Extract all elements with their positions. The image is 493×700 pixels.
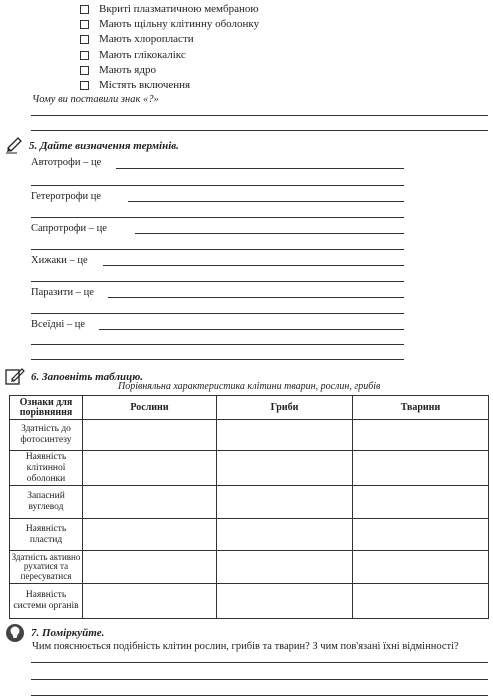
table-cell[interactable] [83, 551, 217, 584]
table-cell[interactable] [217, 584, 353, 619]
answer-line[interactable] [135, 233, 404, 234]
comparison-table [9, 395, 489, 619]
answer-line[interactable] [99, 329, 404, 330]
table-cell[interactable] [217, 420, 353, 451]
answer-line[interactable] [31, 662, 488, 663]
table-cell[interactable] [217, 551, 353, 584]
answer-line[interactable] [108, 297, 404, 298]
table-cell[interactable] [217, 519, 353, 551]
answer-line[interactable] [31, 313, 404, 314]
table-cell[interactable] [353, 584, 489, 619]
checklist-item[interactable]: Мають щільну клітинну оболонку [80, 17, 259, 32]
column-header: Гриби [217, 396, 353, 420]
answer-line[interactable] [31, 115, 488, 116]
term-label: Паразити – це [31, 287, 94, 298]
table-cell[interactable] [353, 420, 489, 451]
answer-line[interactable] [31, 344, 404, 345]
table-row [10, 584, 489, 619]
table-cell[interactable] [83, 519, 217, 551]
answer-line[interactable] [116, 168, 404, 169]
row-label: Запасний вуглевод [10, 486, 83, 519]
table-row [10, 420, 489, 451]
answer-line[interactable] [31, 249, 404, 250]
checkbox-icon[interactable] [80, 20, 89, 29]
table-cell[interactable] [353, 519, 489, 551]
term-label: Сапротрофи – це [31, 223, 107, 234]
reflection-question: Чим пояснюється подібність клітин рослин, грибів та тварин? З чим пов'язані їхні відмінності? [32, 641, 459, 652]
answer-line[interactable] [31, 679, 488, 680]
section-5-heading: 5. Дайте визначення термінів. [29, 140, 179, 152]
answer-line[interactable] [31, 130, 488, 131]
checklist-item[interactable]: Мають глікокалікс [80, 48, 259, 63]
table-cell[interactable] [217, 486, 353, 519]
term-label: Гетеротрофи це [31, 191, 102, 202]
thinking-head-icon [4, 622, 26, 644]
row-label: Наявність системи органів [10, 584, 83, 619]
term-label: Хижаки – це [31, 255, 88, 266]
checklist-item[interactable]: Мають хлоропласти [80, 32, 259, 47]
notebook-pen-icon [4, 366, 26, 386]
table-cell[interactable] [83, 420, 217, 451]
column-header: Ознаки для порівняння [10, 396, 83, 420]
answer-line[interactable] [31, 359, 404, 360]
term-label: Всеїдні – це [31, 319, 86, 330]
question-note: Чому ви поставили знак «?» [32, 94, 159, 105]
checklist-item[interactable]: Вкриті плазматичною мембраною [80, 2, 259, 17]
checkbox-icon[interactable] [80, 51, 89, 60]
checkbox-icon[interactable] [80, 5, 89, 14]
table-header-row [10, 396, 489, 420]
table-cell[interactable] [83, 451, 217, 486]
table-row [10, 451, 489, 486]
answer-line[interactable] [103, 265, 404, 266]
answer-line[interactable] [31, 185, 404, 186]
table-row [10, 551, 489, 584]
table-cell[interactable] [83, 486, 217, 519]
table-cell[interactable] [83, 584, 217, 619]
term-label: Автотрофи – це [31, 157, 102, 168]
table-row [10, 519, 489, 551]
checklist-item[interactable]: Містять включення [80, 78, 259, 93]
table-row [10, 486, 489, 519]
column-header: Рослини [83, 396, 217, 420]
row-label: Наявність пластид [10, 519, 83, 551]
checkbox-icon[interactable] [80, 35, 89, 44]
table-cell[interactable] [217, 451, 353, 486]
table-cell[interactable] [353, 486, 489, 519]
table-cell[interactable] [353, 551, 489, 584]
table-caption: Порівняльна характеристика клітини тварин, рослин, грибів [118, 381, 381, 392]
checkbox-icon[interactable] [80, 81, 89, 90]
row-label: Наявність клітинної оболонки [10, 451, 83, 486]
section-6-heading: 6. Заповніть таблицю. [31, 371, 144, 383]
table-cell[interactable] [353, 451, 489, 486]
section-7-heading: 7. Поміркуйте. [31, 627, 105, 639]
checklist-item[interactable]: Мають ядро [80, 63, 259, 78]
pencil-icon [5, 134, 25, 154]
row-label: Здатність активно рухатися та пересуватися [10, 551, 83, 584]
answer-line[interactable] [31, 217, 404, 218]
column-header: Тварини [353, 396, 489, 420]
row-label: Здатність до фотосинтезу [10, 420, 83, 451]
answer-line[interactable] [31, 695, 488, 696]
answer-line[interactable] [31, 281, 404, 282]
answer-line[interactable] [128, 201, 404, 202]
checklist [80, 2, 259, 93]
checkbox-icon[interactable] [80, 66, 89, 75]
